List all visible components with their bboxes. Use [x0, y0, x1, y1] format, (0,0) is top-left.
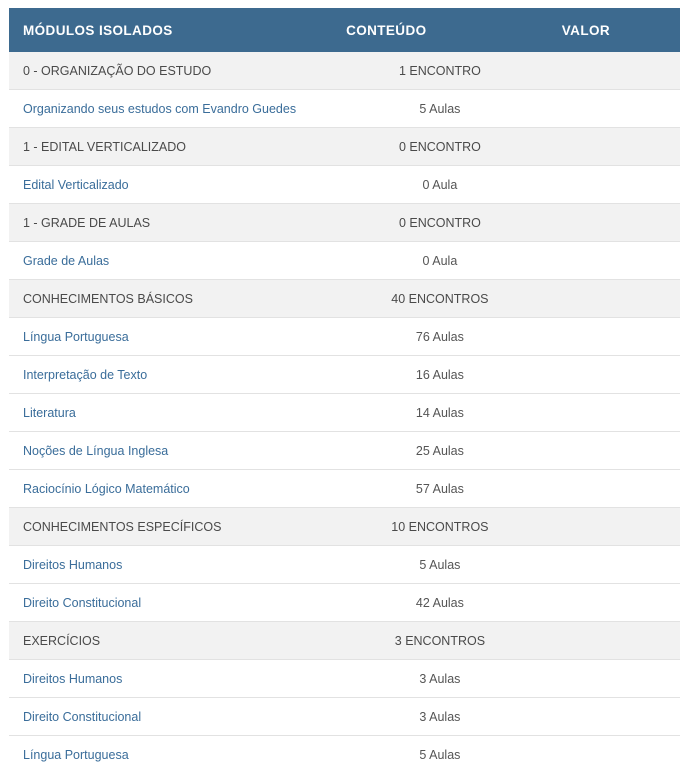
module-link[interactable]: Interpretação de Texto — [9, 356, 332, 394]
table-body — [9, 52, 680, 763]
content-count: 3 Aulas — [332, 660, 548, 698]
value-cell — [548, 394, 680, 432]
value-cell — [548, 356, 680, 394]
header-value: VALOR — [548, 8, 680, 52]
table-row[interactable] — [9, 736, 680, 763]
table-header — [9, 8, 680, 52]
content-count: 3 ENCONTROS — [332, 622, 548, 660]
value-cell — [548, 736, 680, 763]
value-cell — [548, 660, 680, 698]
module-link[interactable]: Direitos Humanos — [9, 660, 332, 698]
module-link[interactable]: Língua Portuguesa — [9, 318, 332, 356]
content-count: 25 Aulas — [332, 432, 548, 470]
content-count: 0 Aula — [332, 166, 548, 204]
content-count: 14 Aulas — [332, 394, 548, 432]
value-cell — [548, 698, 680, 736]
table-group-row — [9, 280, 680, 318]
content-count: 3 Aulas — [332, 698, 548, 736]
table-row[interactable] — [9, 432, 680, 470]
value-cell — [548, 318, 680, 356]
table-header-row — [9, 8, 680, 52]
value-cell — [548, 432, 680, 470]
value-cell — [548, 166, 680, 204]
content-count: 10 ENCONTROS — [332, 508, 548, 546]
content-count: 0 Aula — [332, 242, 548, 280]
value-cell — [548, 508, 680, 546]
module-link[interactable]: Literatura — [9, 394, 332, 432]
table-row[interactable] — [9, 584, 680, 622]
module-link[interactable]: Organizando seus estudos com Evandro Guedes — [9, 90, 332, 128]
content-count: 1 ENCONTRO — [332, 52, 548, 90]
module-link[interactable]: Noções de Língua Inglesa — [9, 432, 332, 470]
table-row[interactable] — [9, 318, 680, 356]
module-link[interactable]: Direito Constitucional — [9, 584, 332, 622]
table-group-row — [9, 52, 680, 90]
module-link[interactable]: Direito Constitucional — [9, 698, 332, 736]
value-cell — [548, 242, 680, 280]
table-group-row — [9, 508, 680, 546]
module-link[interactable]: Grade de Aulas — [9, 242, 332, 280]
table-row[interactable] — [9, 546, 680, 584]
content-count: 0 ENCONTRO — [332, 204, 548, 242]
module-link[interactable]: Edital Verticalizado — [9, 166, 332, 204]
content-count: 16 Aulas — [332, 356, 548, 394]
value-cell — [548, 584, 680, 622]
modules-table — [9, 8, 680, 763]
value-cell — [548, 90, 680, 128]
value-cell — [548, 128, 680, 166]
content-count: 76 Aulas — [332, 318, 548, 356]
table-row[interactable] — [9, 394, 680, 432]
table-group-row — [9, 204, 680, 242]
content-count: 5 Aulas — [332, 90, 548, 128]
module-link[interactable]: Língua Portuguesa — [9, 736, 332, 763]
table-row[interactable] — [9, 242, 680, 280]
content-count: 5 Aulas — [332, 736, 548, 763]
content-count: 5 Aulas — [332, 546, 548, 584]
header-modules-title: MÓDULOS ISOLADOS — [9, 8, 332, 52]
module-link[interactable]: Raciocínio Lógico Matemático — [9, 470, 332, 508]
value-cell — [548, 52, 680, 90]
value-cell — [548, 204, 680, 242]
value-cell — [548, 280, 680, 318]
value-cell — [548, 622, 680, 660]
table-group-row — [9, 622, 680, 660]
table-row[interactable] — [9, 90, 680, 128]
table-row[interactable] — [9, 470, 680, 508]
table-group-row — [9, 128, 680, 166]
content-count: 0 ENCONTRO — [332, 128, 548, 166]
table-row[interactable] — [9, 356, 680, 394]
value-cell — [548, 470, 680, 508]
group-title: 0 - ORGANIZAÇÃO DO ESTUDO — [9, 52, 332, 90]
group-title: CONHECIMENTOS ESPECÍFICOS — [9, 508, 332, 546]
module-link[interactable]: Direitos Humanos — [9, 546, 332, 584]
table-row[interactable] — [9, 660, 680, 698]
group-title: 1 - EDITAL VERTICALIZADO — [9, 128, 332, 166]
table-row[interactable] — [9, 698, 680, 736]
table-row[interactable] — [9, 166, 680, 204]
group-title: 1 - GRADE DE AULAS — [9, 204, 332, 242]
content-count: 40 ENCONTROS — [332, 280, 548, 318]
group-title: EXERCÍCIOS — [9, 622, 332, 660]
content-count: 42 Aulas — [332, 584, 548, 622]
group-title: CONHECIMENTOS BÁSICOS — [9, 280, 332, 318]
header-content: CONTEÚDO — [332, 8, 548, 52]
value-cell — [548, 546, 680, 584]
content-count: 57 Aulas — [332, 470, 548, 508]
